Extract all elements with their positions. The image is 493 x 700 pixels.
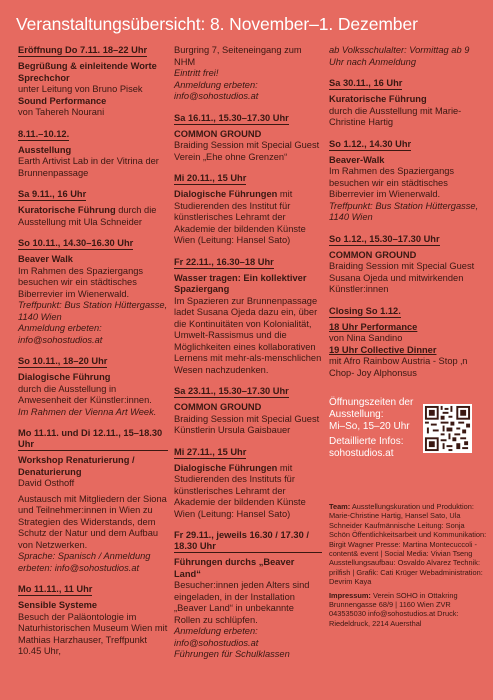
event-description: Burgring 7, Seiteneingang zum NHM <box>174 45 302 67</box>
event-block <box>18 96 168 119</box>
event-date: Sa 9.11., 16 Uhr <box>18 189 87 199</box>
event-date: So 10.11., 18–20 Uhr <box>18 356 108 366</box>
event-note: Im Rahmen der Vienna Art Week. <box>18 406 157 417</box>
event-block <box>18 61 168 73</box>
event-block <box>18 372 168 407</box>
event-description: Braiding Session mit Special Guest Susana Ojeda und mitwirkenden Künstler:innen <box>329 261 475 294</box>
event-title: Beaver-Walk <box>329 154 385 165</box>
event-block <box>174 557 322 626</box>
event-block <box>174 45 322 68</box>
event-note: Anmeldung erbeten: info@sohostudios.at Führungen für Schulklassen <box>174 626 290 659</box>
event-date: Mi 20.11., 15 Uhr <box>174 173 247 183</box>
event-block <box>174 273 322 377</box>
event-description: unter Leitung von Bruno Pisek <box>18 84 143 94</box>
event-block <box>329 356 479 379</box>
event-entry <box>329 306 479 380</box>
event-block <box>174 189 322 247</box>
event-date: Mi 27.11., 15 Uhr <box>174 446 247 457</box>
event-entry <box>18 428 168 574</box>
event-date: Sa 16.11., 15.30–17.30 Uhr <box>174 112 289 123</box>
event-block <box>18 455 168 490</box>
column-3 <box>329 45 479 389</box>
event-date: Fr 29.11., jeweils 16.30 / 17.30 / 18.30 Uhr <box>174 530 322 553</box>
event-note: Treffpunkt: Bus Station Hüttergasse, 1140 Wien <box>329 200 479 222</box>
event-block <box>18 73 168 96</box>
event-entry <box>18 356 168 418</box>
event-block <box>329 94 479 129</box>
event-entry <box>174 386 322 437</box>
event-date: Sa 23.11., 15.30–17.30 Uhr <box>174 386 289 396</box>
event-title: Kuratorische Führung <box>329 94 427 104</box>
event-title: Führungen durchs „Beaver Land“ <box>174 557 295 579</box>
event-block <box>174 402 322 437</box>
event-block <box>18 205 168 228</box>
team-credits: Team: Ausstellungskuration und Produktion: Marie-Christine Hartig, Hansel Sato, Ula Schneider Kaufmännische Leitung: Sonja Schön Öffentlichkeitsarbeit und Kommunikation: Birgit Wagner Presse: Martina Montecuccoli - content& event | Social Media: Vivian Tseng Ausstellungsaufbau: Osvaldo Alvarez Technik: prilfish | Grafik: Cati Krüger Webadministration: Devrim Kaya <box>329 502 487 587</box>
column-1 <box>18 45 168 668</box>
event-date: Mo 11.11., 11 Uhr <box>18 584 93 594</box>
event-block <box>174 463 322 521</box>
event-date: So 1.12., 14.30 Uhr <box>329 138 412 149</box>
event-title: Wasser tragen: Ein kollektiver Spaziergang <box>174 272 307 294</box>
event-entry <box>329 139 479 224</box>
event-title: Dialogische Führung <box>18 372 111 382</box>
event-entry <box>174 530 322 661</box>
event-entry <box>174 173 322 247</box>
event-description: Im Spazieren zur Brunnenpassage ladet Susana Ojeda dazu ein, über die Kontinuitäten von Kolonialität, Umwelt-Rassismus und die Möglichkeiten eines kollaborativen Lernens mit mehr-als-menschlichen Wesen nachzudenken. <box>174 295 322 375</box>
event-description: durch die Ausstellung mit Ula Schneider <box>18 205 157 227</box>
event-description: Braiding Session mit Special Guest Künstlerin Ursula Gaisbauer <box>174 413 320 435</box>
page-title: Veranstaltungsübersicht: 8. November–1. Dezember <box>16 14 418 34</box>
qr-code-icon[interactable] <box>423 404 472 453</box>
event-block <box>329 345 479 357</box>
event-block <box>329 250 479 296</box>
credits <box>329 502 487 628</box>
event-entry <box>18 45 168 119</box>
event-description: mit Studierenden des Instituts für künstlerisches Lehramt der Akademie der bildenden Künste Wien (Leitung: Hansel Sato) <box>174 462 306 519</box>
event-entry <box>329 78 479 129</box>
event-date: Sa 30.11., 16 Uhr <box>329 78 403 88</box>
event-title: Begrüßung & einleitende Worte <box>18 61 157 71</box>
event-title: Sensible Systeme <box>18 600 98 610</box>
event-note: ab Volksschulalter: Vormittag ab 9 Uhr nach Anmeldung <box>329 45 470 67</box>
event-block <box>329 333 479 345</box>
team-text: Ausstellungskuration und Produktion: Marie-Christine Hartig, Hansel Sato, Ula Schneider Kaufmännische Leitung: Sonja Schön Öffentlichkeitsarbeit und Kommunikation: Birgit Wagner Presse: Martina Montecuccoli - content& event | Social Media: Vivian Tseng Ausstellungsaufbau: Osvaldo Alvarez Technik: prilfish | Grafik: Cati Krüger Webadministration: Devrim Kaya <box>329 502 487 587</box>
event-entry <box>174 113 322 164</box>
event-title: Dialogische Führungen <box>174 189 278 199</box>
event-date: Closing So 1.12. <box>329 305 401 316</box>
event-description: 18 Uhr Performance <box>329 321 418 332</box>
event-title: COMMON GROUND <box>329 249 417 260</box>
event-description: durch die Ausstellung in Anwesenheit der Künstler:innen. <box>18 383 152 405</box>
event-entry <box>18 238 168 346</box>
event-description: durch die Ausstellung mit Marie-Christine Hartig <box>329 105 462 127</box>
event-entry <box>329 234 479 296</box>
impressum: Impressum: Verein SOHO in Ottakring Brunnengasse 68/9 | 1160 Wien ZVR 043535030 info@sohostudios.at Druck: Riedeldruck, 2214 Auersthal <box>329 590 459 628</box>
info-label: Detaillierte Infos: <box>329 436 404 447</box>
event-entry <box>18 189 168 228</box>
event-title: Sound Performance <box>18 95 107 106</box>
event-details: Austausch mit Mitgliedern der Siona und Teilnehmer:innen in Wien zu Strategien des Widerstands, dem Schutz der Natur und dem Aufbau von Netzwerken. <box>18 493 167 550</box>
event-description: mit Studierenden des Institut für künstlerisches Lehramt der Akademie der bildenden Künste Wien (Leitung: Hansel Sato) <box>174 189 306 245</box>
event-date: So 1.12., 15.30–17.30 Uhr <box>329 233 440 244</box>
event-description: David Osthoff <box>18 478 75 488</box>
event-title: Beaver Walk <box>18 254 73 264</box>
event-entry <box>329 45 479 68</box>
event-description: Im Rahmen des Spaziergangs besuchen wir ein städtisches Biberrevier im Wienerwald. <box>329 166 455 199</box>
event-block <box>18 600 168 658</box>
event-entry <box>18 129 168 180</box>
event-block <box>174 129 322 164</box>
event-title: Sprechchor <box>18 72 70 83</box>
column-2 <box>174 45 322 671</box>
event-note: Sprache: Spanisch / Anmeldung erbeten: info@sohostudios.at <box>18 551 151 573</box>
event-date: Mo 11.11. und Di 12.11., 15–18.30 Uhr <box>18 428 168 451</box>
event-description: von Tahereh Nourani <box>18 107 105 117</box>
event-block <box>329 155 479 201</box>
info-link[interactable]: sohostudios.at <box>329 448 394 459</box>
event-title: Kuratorische Führung <box>18 205 116 215</box>
event-entry <box>174 45 322 103</box>
event-description: 19 Uhr Collective Dinner <box>329 344 437 355</box>
event-entry <box>18 584 168 658</box>
event-date: Eröffnung Do 7.11. 18–22 Uhr <box>18 45 148 55</box>
opening-hours-value: Mi–So, 15–20 Uhr <box>329 421 410 432</box>
event-title: Ausstellung <box>18 144 72 155</box>
event-title: COMMON GROUND <box>174 402 262 412</box>
event-note: Eintritt frei! Anmeldung erbeten: info@sohostudios.at <box>174 68 259 101</box>
opening-hours <box>329 397 419 460</box>
event-description: Braiding Session mit Special Guest Verein „Ehe ohne Grenzen“ <box>174 140 320 162</box>
event-block <box>18 145 168 180</box>
event-block <box>18 254 168 300</box>
event-title: COMMON GROUND <box>174 128 262 139</box>
event-description: von Nina Sandino <box>329 333 403 343</box>
event-title: Workshop Renaturierung / Denaturierung <box>18 455 135 477</box>
event-entry <box>174 447 322 521</box>
event-description: Besuch der Paläontologie im Naturhistorischen Museum Wien mit Mathias Harzhauser, Treffpunkt 10.45 Uhr, <box>18 611 168 656</box>
opening-label: Öffnungszeiten der Ausstellung: <box>329 397 414 420</box>
event-entry <box>174 257 322 377</box>
event-date: 8.11.–10.12. <box>18 128 70 139</box>
event-date: So 10.11., 14.30–16.30 Uhr <box>18 238 134 248</box>
event-description: Im Rahmen des Spaziergangs besuchen wir ein städtisches Biberrevier im Wienerwald. <box>18 265 144 299</box>
event-description: Besucher:innen jeden Alters sind eingeladen, in der Installation „Beaver Land“ in unbekannte Rollen zu schlüpfen. <box>174 580 310 625</box>
event-date: Fr 22.11., 16.30–18 Uhr <box>174 256 274 267</box>
event-note: Treffpunkt: Bus Station Hüttergasse, 1140 Wien Anmeldung erbeten: info@sohostudios.at <box>18 300 168 345</box>
event-title: Dialogische Führungen <box>174 462 278 473</box>
event-description: Earth Artivist Lab in der Vitrina der Brunnenpassage <box>18 156 159 178</box>
event-description: mit Afro Rainbow Austria - Stop ‚n Chop- Joy Alphonsus <box>329 356 468 378</box>
event-block <box>329 322 479 334</box>
impressum-text: Verein SOHO in Ottakring Brunnengasse 68/9 | 1160 Wien ZVR 043535030 info@sohostudios.at Druck: Riedeldruck, 2214 Auersthal <box>329 590 459 628</box>
